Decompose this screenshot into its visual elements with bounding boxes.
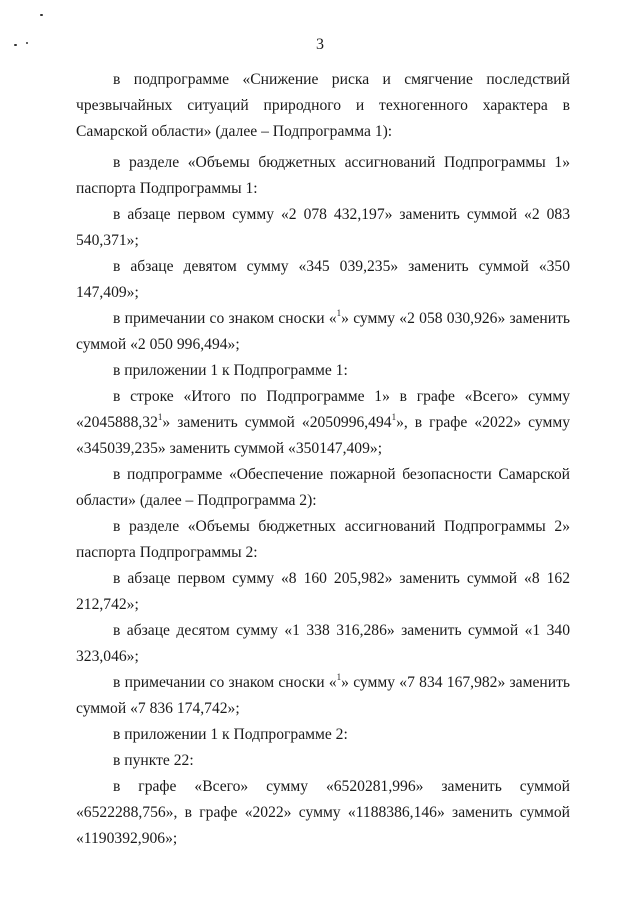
paragraph (76, 774, 570, 852)
paragraph (76, 462, 570, 514)
text-line: », в графе «2022» сумму (396, 414, 570, 431)
paragraph (76, 254, 570, 306)
text-line: в подпрограмме «Снижение риска и смягчение последствий (113, 71, 570, 88)
text-line: «2 083 540,371»; (76, 206, 570, 249)
paragraph (76, 722, 570, 748)
page-number: 3 (316, 36, 324, 53)
text-line: в разделе «Объемы бюджетных ассигнований Подпрограммы 1» (113, 154, 570, 171)
paragraph (76, 670, 570, 722)
text-line: суммой «7 836 174,742»; (76, 700, 240, 717)
text-line: суммой «2 050 996,494»; (76, 336, 240, 353)
text-line: в абзаце девятом сумму «345 039,235» заменить суммой (113, 258, 529, 275)
footnote-mark: 1 (157, 412, 163, 422)
text-line: паспорта Подпрограммы 1: (76, 180, 258, 197)
text-line: » сумму «7 834 167,982» заменить (341, 674, 570, 691)
paragraph (76, 358, 570, 384)
scan-speck (40, 14, 43, 16)
text-line: «350 147,409»; (76, 258, 570, 301)
paragraph (76, 618, 570, 670)
text-line: «345039,235» заменить суммой «350147,409»; (76, 440, 383, 457)
text-line: «6522288,756», в графе «2022» сумму «1188386,146» заменить суммой (76, 804, 570, 821)
text-line: в абзаце первом сумму «8 160 205,982» заменить суммой (113, 570, 518, 587)
text-line: в графе «Всего» сумму «6520281,996» заменить суммой (113, 778, 570, 795)
text-line: в подпрограмме «Обеспечение пожарной безопасности Самарской (113, 466, 570, 483)
paragraph (76, 67, 570, 145)
paragraph (76, 150, 570, 202)
paragraph (76, 306, 570, 358)
footnote-mark: 1 (336, 672, 342, 682)
text-line: «8 162 212,742»; (76, 570, 570, 613)
text-line: » сумму «2 058 030,926» заменить (341, 310, 570, 327)
text-line: в абзаце десятом сумму «1 338 316,286» заменить суммой (113, 622, 519, 639)
text-line: области» (далее – Подпрограмма 2): (76, 492, 317, 509)
paragraph (76, 384, 570, 462)
text-line: в строке «Итого по Подпрограмме 1» в графе «Всего» сумму (113, 388, 570, 405)
text-line: Самарской области» (далее – Подпрограмма 1): (76, 123, 393, 140)
text-line: «1190392,906»; (76, 830, 178, 847)
text-line: » заменить суммой «2050996,494 (162, 414, 392, 431)
text-line: в пункте 22: (113, 752, 194, 769)
footnote-mark: 1 (336, 308, 342, 318)
paragraph (76, 514, 570, 566)
text-line: чрезвычайных ситуаций природного и техногенного характера в (76, 97, 570, 114)
text-line: паспорта Подпрограммы 2: (76, 544, 258, 561)
text-line: в приложении 1 к Подпрограмме 2: (113, 726, 348, 743)
text-line: в разделе «Объемы бюджетных ассигнований Подпрограммы 2» (113, 518, 570, 535)
text-line: «2045888,32 (76, 414, 158, 431)
paragraph (76, 748, 570, 774)
text-line: в абзаце первом сумму «2 078 432,197» заменить суммой (113, 206, 518, 223)
paragraph (76, 566, 570, 618)
text-line: в примечании со знаком сноски « (113, 674, 337, 691)
text-line: в приложении 1 к Подпрограмме 1: (113, 362, 348, 379)
text-line: в примечании со знаком сноски « (113, 310, 337, 327)
text-line: «1 340 323,046»; (76, 622, 570, 665)
footnote-mark: 1 (391, 412, 397, 422)
paragraph (76, 202, 570, 254)
